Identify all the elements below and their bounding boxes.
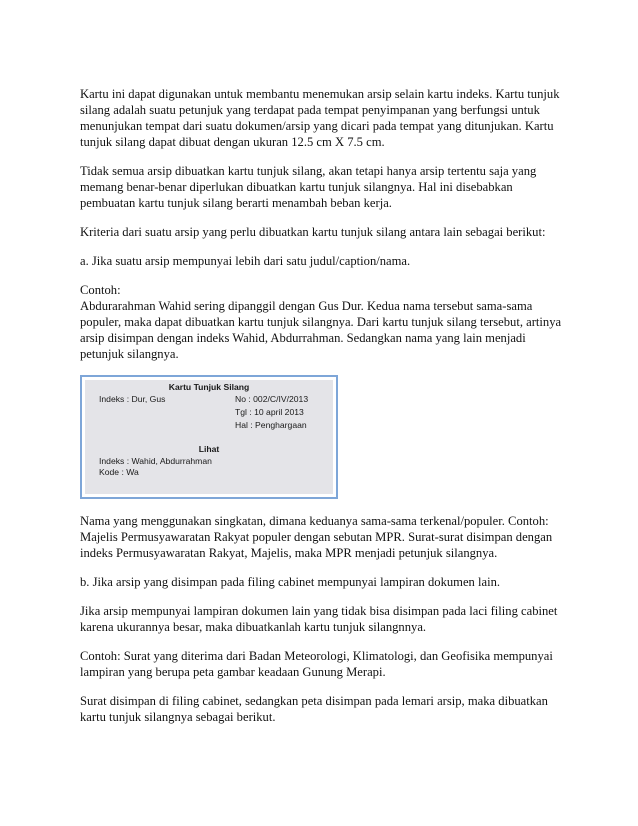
card-index: Indeks : Dur, Gus	[99, 394, 166, 404]
card-see-heading: Lihat	[198, 444, 220, 454]
paragraph-criterion-a: a. Jika suatu arsip mempunyai lebih dari satu judul/caption/nama.	[80, 254, 411, 268]
example-label: Contoh:	[80, 283, 121, 297]
cross-reference-card-figure	[80, 375, 338, 499]
card-title: Kartu Tunjuk Silang	[168, 382, 250, 392]
paragraph-abbreviation: Nama yang menggunakan singkatan, dimana keduanya sama-sama terkenal/populer. Contoh: Majelis Permusyawaratan Rakyat populer dengan sebutan MPR. Surat-surat disimpan dengan indeks Permusyawaratan Rakyat, Majelis, maka MPR menjadi petunjuk silangnya.	[80, 514, 553, 560]
paragraph-attachment: Jika arsip mempunyai lampiran dokumen lain yang tidak bisa disimpan pada laci filing cabinet karena ukurannya besar, maka dibuatkanlah kartu tunjuk silangnnya.	[80, 604, 558, 634]
paragraph-not-all-archives: Tidak semua arsip dibuatkan kartu tunjuk silang, akan tetapi hanya arsip tertentu saja yang memang benar-benar diperlukan dibuatkan kartu tunjuk silangnya. Hal ini disebabkan pembuatan kartu tunjuk silang berarti menambah beban kerja.	[80, 164, 537, 210]
card-meta	[235, 394, 308, 433]
paragraph-intro: Kartu ini dapat digunakan untuk membantu menemukan arsip selain kartu indeks. Kartu tunjuk silang adalah suatu petunjuk yang terdapat pada tempat penyimpanan yang berfungsi untuk menunjukan tempat dari suatu dokumen/arsip yang dicari pada tempat yang ditunjukan. Kartu tunjuk silang dapat dibuat dengan ukuran 12.5 cm X 7.5 cm.	[80, 87, 560, 149]
example-text: Abdurarahman Wahid sering dipanggil dengan Gus Dur. Kedua nama tersebut sama-sama populer, maka dapat dibuatkan kartu tunjuk silangnya. Dari kartu tunjuk silang tersebut, artinya arsip disimpan dengan indeks Wahid, Abdurrahman. Sedangkan nama yang lain menjadi petunjuk silangnya.	[80, 299, 562, 361]
document-page	[80, 86, 564, 738]
paragraph-example-1	[80, 282, 564, 362]
card-number: No : 002/C/IV/2013	[235, 394, 309, 404]
card-reference-index: Indeks : Wahid, Abdurrahman	[99, 456, 212, 466]
card-date: Tgl : 10 april 2013	[235, 407, 304, 417]
card-subject: Hal : Penghargaan	[235, 420, 307, 430]
cross-reference-card	[85, 380, 333, 494]
paragraph-closing: Surat disimpan di filing cabinet, sedangkan peta disimpan pada lemari arsip, maka dibuatkan kartu tunjuk silangnya sebagai berikut.	[80, 694, 548, 724]
paragraph-criteria: Kriteria dari suatu arsip yang perlu dibuatkan kartu tunjuk silang antara lain sebagai berikut:	[80, 225, 546, 239]
paragraph-example-2: Contoh: Surat yang diterima dari Badan Meteorologi, Klimatologi, dan Geofisika mempunyai lampiran yang berupa peta gambar keadaan Gunung Merapi.	[80, 649, 553, 679]
paragraph-criterion-b: b. Jika arsip yang disimpan pada filing cabinet mempunyai lampiran dokumen lain.	[80, 575, 501, 589]
card-reference-code: Kode : Wa	[99, 467, 139, 477]
